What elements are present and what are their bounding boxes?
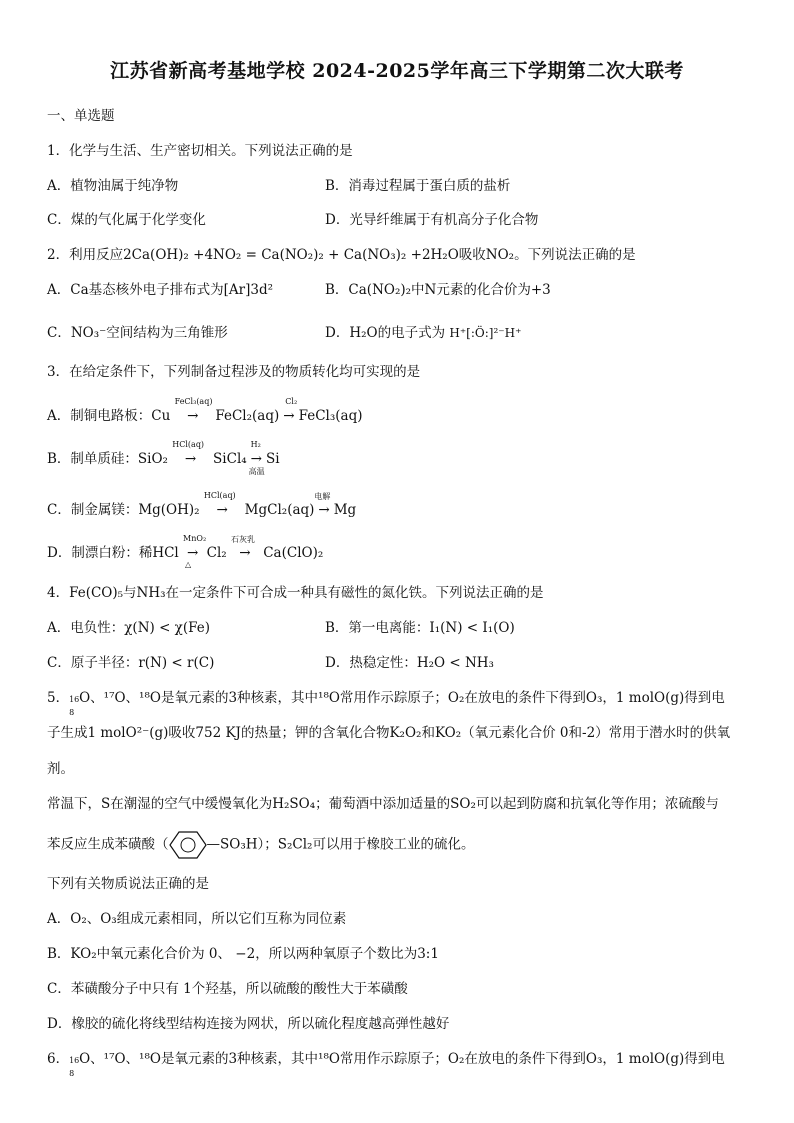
- page-title: 江苏省新高考基地学校 2024-2025学年高三下学期第二次大联考: [110, 60, 684, 82]
- q1-option-a: A．植物油属于纯净物: [47, 178, 179, 194]
- electron-formula: H⁺[:Ö:]²⁻H⁺: [449, 326, 522, 340]
- q3-c-end: Mg: [333, 502, 357, 518]
- benzene-ring-icon: [169, 830, 207, 860]
- q5-para3-start: 苯反应生成苯磺酸（: [47, 836, 169, 853]
- q3-b-mid: SiCl₄: [213, 451, 247, 467]
- q4-option-c: C．原子半径：r(N) < r(C): [47, 655, 215, 671]
- q3-option-a: [47, 397, 363, 424]
- q2-stem: 2．利用反应2Ca(OH)₂ +4NO₂ = Ca(NO₂)₂ + Ca(NO₃)₂ +2H₂O吸收NO₂。下列说法正确的是: [47, 247, 636, 263]
- q5-option-b: B．KO₂中氧元素化合价为 0、 −2，所以两种氧原子个数比为3:1: [47, 946, 439, 962]
- q5-para3-end: —SO₃H）；S₂Cl₂可以用于橡胶工业的硫化。: [206, 836, 475, 853]
- arrow-condition: 石灰乳: [231, 535, 256, 544]
- q2-option-d: [325, 321, 521, 341]
- reaction-arrow: 电解 →: [314, 492, 331, 518]
- q3-b-end: Si: [265, 451, 280, 467]
- q3-option-b: [47, 440, 280, 476]
- q3-a-start: A．制铜电路板：Cu: [47, 408, 171, 424]
- q3-d-start: D．制漂白粉：稀HCl: [47, 545, 179, 561]
- q4-option-d: D．热稳定性：H₂O < NH₃: [325, 655, 494, 671]
- q4-option-b: B．第一电离能：I₁(N) < I₁(O): [325, 620, 515, 636]
- arrow-condition: HCl(aq): [172, 440, 205, 449]
- q5-option-a: A．O₂、O₃组成元素相同，所以它们互称为同位素: [47, 911, 347, 927]
- q1-option-c: C．煤的气化属于化学变化: [47, 212, 206, 228]
- q3-a-end: FeCl₃(aq): [298, 408, 363, 424]
- q3-d-end: Ca(ClO)₂: [263, 545, 324, 561]
- q4-option-a: A．电负性：χ(N) < χ(Fe): [47, 620, 211, 636]
- arrow-condition: MnO₂: [183, 534, 207, 543]
- q2-option-d-label: D．H₂O的电子式为: [325, 325, 446, 341]
- reaction-arrow: 石灰乳 →: [231, 535, 256, 561]
- q5-option-d: D．橡胶的硫化将线型结构连接为网状，所以硫化程度越高弹性越好: [47, 1016, 450, 1032]
- q5-para2: 常温下，S在潮湿的空气中缓慢氧化为H₂SO₄；葡萄酒中添加适量的SO₂可以起到防腐和抗氧化等作用；浓硫酸与: [47, 796, 719, 812]
- q4-stem: 4．Fe(CO)₅与NH₃在一定条件下可合成一种具有磁性的氮化铁。下列说法正确的是: [47, 585, 544, 601]
- question-number: 5．: [47, 690, 70, 706]
- arrow-condition-below: 高温: [248, 467, 265, 476]
- q1-option-b: B．消毒过程属于蛋白质的盐析: [325, 178, 511, 194]
- q5-para3: [47, 830, 474, 860]
- q1-stem: 1．化学与生活、生产密切相关。下列说法正确的是: [47, 143, 353, 159]
- q5-text: O、¹⁷O、¹⁸O是氧元素的3种核素，其中¹⁸O常用作示踪原子；O₂在放电的条件下得到O₃，1 molO(g)得到电: [79, 690, 725, 706]
- q3-stem: 3．在给定条件下，下列制备过程涉及的物质转化均可实现的是: [47, 364, 421, 380]
- section-heading: 一、单选题: [47, 108, 115, 124]
- arrow-condition: H₂: [250, 440, 261, 449]
- q2-option-a: A．Ca基态核外电子排布式为[Ar]3d²: [47, 282, 274, 298]
- q3-c-mid: MgCl₂(aq): [244, 502, 315, 518]
- q3-d-mid: Cl₂: [206, 545, 227, 561]
- q6-text: O、¹⁷O、¹⁸O是氧元素的3种核素，其中¹⁸O常用作示踪原子；O₂在放电的条件下得到O₃，1 molO(g)得到电: [79, 1051, 725, 1067]
- reaction-arrow: H₂ → 高温: [248, 440, 265, 476]
- reaction-arrow: FeCl₃(aq) →: [174, 397, 213, 424]
- q5-stem-line1: 5． 16 8 O、¹⁷O、¹⁸O是氧元素的3种核素，其中¹⁸O常用作示踪原子；O₂在放电的条件下得到O₃，1 molO(g)得到电: [47, 690, 725, 717]
- arrow-condition: 电解: [314, 492, 331, 501]
- reaction-arrow: HCl(aq) →: [203, 491, 237, 518]
- q3-b-start: B．制单质硅：SiO₂: [47, 451, 168, 467]
- q1-option-d: D．光导纤维属于有机高分子化合物: [325, 212, 539, 228]
- q2-option-b: B．Ca(NO₂)₂中N元素的化合价为+3: [325, 282, 551, 298]
- arrow-condition: FeCl₃(aq): [174, 397, 213, 406]
- q5-ask: 下列有关物质说法正确的是: [47, 876, 209, 892]
- arrow-condition: HCl(aq): [203, 491, 236, 500]
- arrow-condition: Cl₂: [285, 397, 298, 406]
- q3-option-d: [47, 534, 324, 569]
- q2-option-c: C．NO₃⁻空间结构为三角锥形: [47, 325, 228, 341]
- reaction-arrow: Cl₂ →: [283, 397, 298, 424]
- q5-stem-line3: 剂。: [47, 761, 74, 777]
- q3-option-c: [47, 491, 357, 518]
- q3-c-start: C．制金属镁：Mg(OH)₂: [47, 502, 200, 518]
- q5-stem-line2: 子生成1 molO²⁻(g)吸收752 KJ的热量；钾的含氧化合物K₂O₂和KO₂（氧元素化合价 0和-2）常用于潜水时的供氧: [47, 725, 731, 741]
- q5-option-c: C．苯磺酸分子中只有 1个羟基，所以硫酸的酸性大于苯磺酸: [47, 981, 408, 997]
- q3-a-mid: FeCl₂(aq): [215, 408, 280, 424]
- q6-stem-line1: 6． 16 8 O、¹⁷O、¹⁸O是氧元素的3种核素，其中¹⁸O常用作示踪原子；O₂在放电的条件下得到O₃，1 molO(g)得到电: [47, 1051, 725, 1078]
- reaction-arrow: MnO₂ → △: [183, 534, 207, 569]
- arrow-condition-below: △: [185, 560, 192, 569]
- question-number: 6．: [47, 1051, 70, 1067]
- reaction-arrow: HCl(aq) →: [172, 440, 205, 467]
